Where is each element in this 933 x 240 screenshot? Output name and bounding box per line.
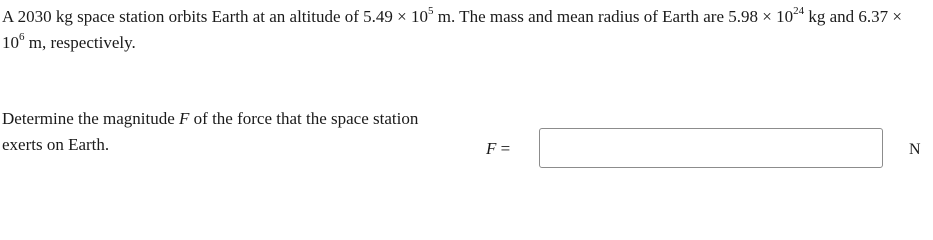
question-text-before: Determine the magnitude <box>2 109 180 128</box>
question-prompt <box>2 106 452 158</box>
exponent-earth-mass: 24 <box>793 5 805 18</box>
problem-text-part-3: kg and 6.37 × 10 <box>2 7 902 52</box>
problem-statement <box>2 4 927 56</box>
question-text-after: of the force that the space station exerts on Earth. <box>2 109 419 154</box>
question-variable: F <box>179 109 190 128</box>
answer-equals: = <box>496 139 511 158</box>
answer-row <box>486 128 926 170</box>
answer-input[interactable] <box>539 128 883 168</box>
exponent-altitude: 5 <box>428 5 434 18</box>
problem-text-part-2: m. The mass and mean radius of Earth are 5.98 × 10 <box>433 7 794 26</box>
answer-label <box>486 137 510 161</box>
exponent-earth-radius: 6 <box>19 31 25 44</box>
problem-text-part-1: A 2030 kg space station orbits Earth at an altitude of 5.49 × 10 <box>2 7 429 26</box>
answer-variable: F <box>486 139 497 158</box>
answer-unit: N <box>909 141 921 158</box>
problem-text-part-4: m, respectively. <box>24 33 136 52</box>
